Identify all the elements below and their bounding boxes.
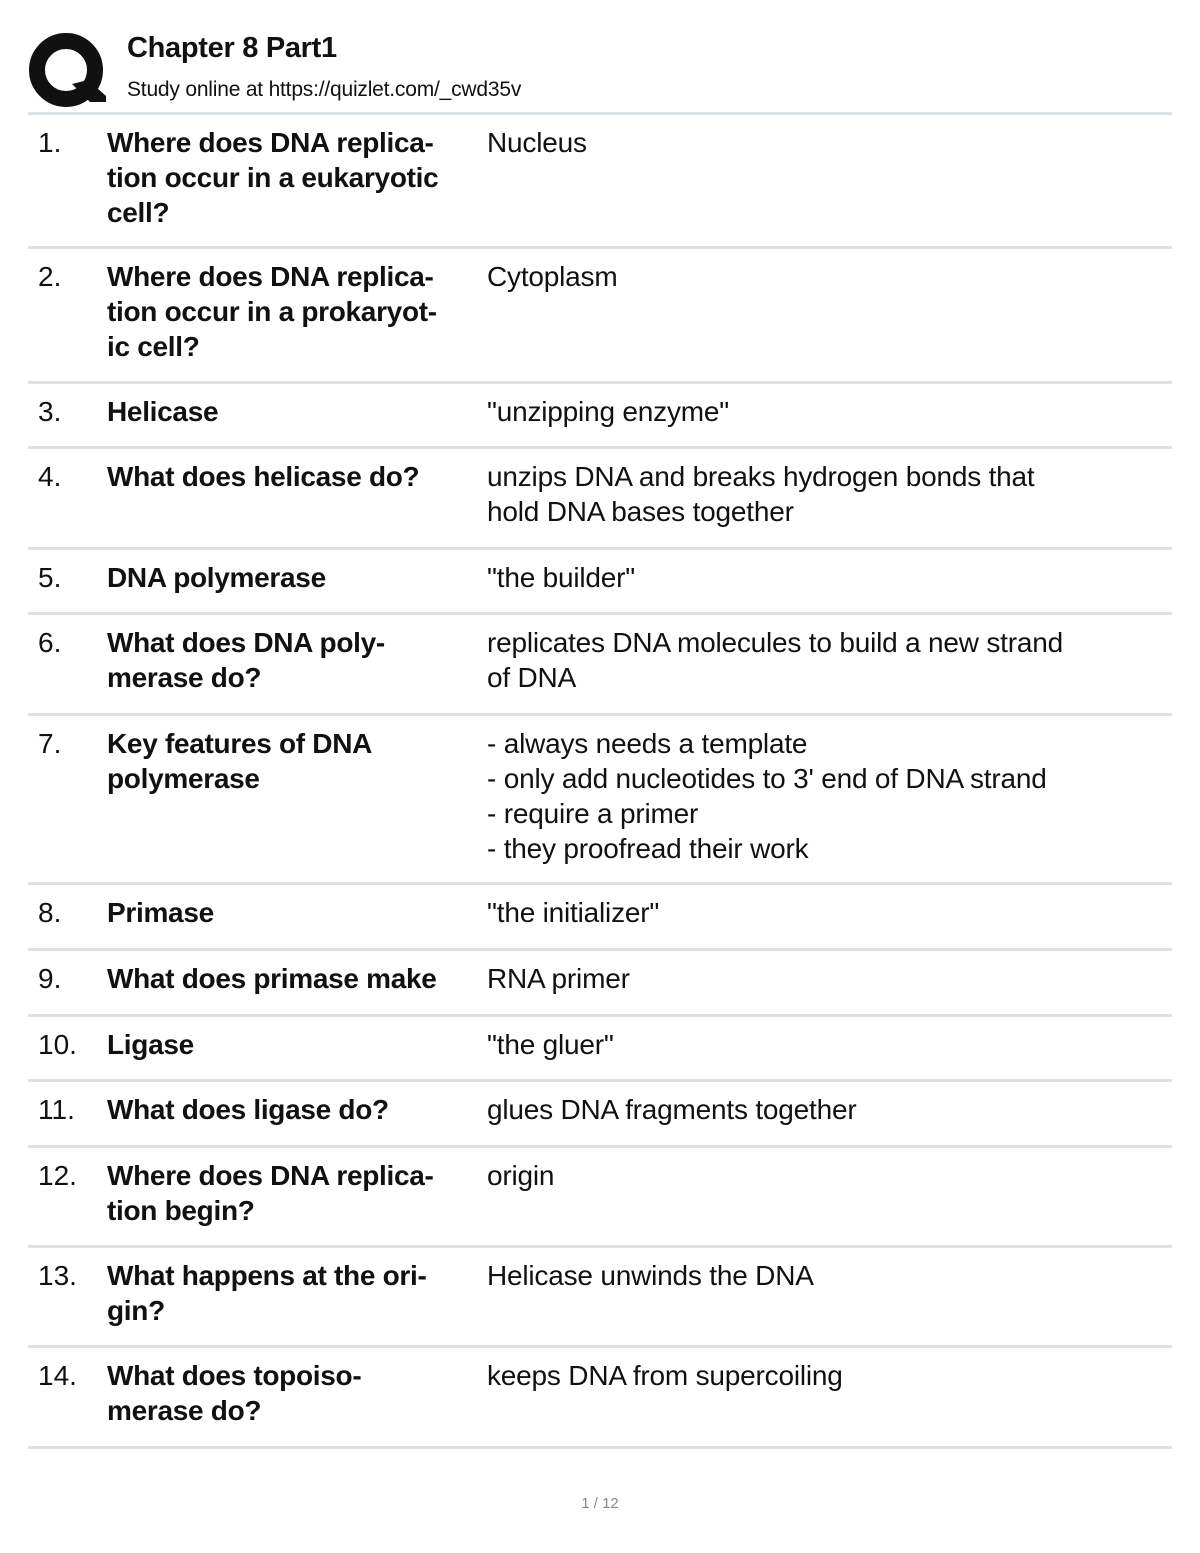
flashcard-row bbox=[28, 1082, 1172, 1148]
study-link[interactable]: Study online at https://quizlet.com/_cwd35v bbox=[127, 78, 522, 101]
definition-line: origin bbox=[487, 1160, 555, 1191]
term-line: tion occur in a eukaryotic bbox=[107, 162, 439, 193]
term-line: Ligase bbox=[107, 1029, 194, 1060]
card-definition bbox=[487, 726, 1177, 866]
card-number: 7. bbox=[38, 728, 62, 759]
term-line: merase do? bbox=[107, 662, 262, 693]
page-number: 1 / 12 bbox=[581, 1495, 619, 1512]
definition-line: hold DNA bases together bbox=[487, 496, 794, 527]
card-definition bbox=[487, 895, 1177, 930]
card-number: 3. bbox=[38, 396, 62, 427]
definition-line: glues DNA fragments together bbox=[487, 1094, 857, 1125]
flashcard-row bbox=[28, 1248, 1172, 1348]
term-line: ic cell? bbox=[107, 331, 200, 362]
card-definition bbox=[487, 1258, 1177, 1293]
card-number: 8. bbox=[38, 897, 62, 928]
card-number: 12. bbox=[38, 1160, 77, 1191]
card-term bbox=[107, 459, 487, 494]
term-line: Where does DNA replica- bbox=[107, 1160, 434, 1191]
term-line: tion begin? bbox=[107, 1195, 255, 1226]
flashcard-row bbox=[28, 115, 1172, 249]
card-definition bbox=[487, 1092, 1177, 1127]
definition-line: "unzipping enzyme" bbox=[487, 396, 729, 427]
card-term bbox=[107, 560, 487, 595]
card-definition bbox=[487, 1027, 1177, 1062]
card-term bbox=[107, 1158, 487, 1228]
card-term bbox=[107, 394, 487, 429]
term-line: Primase bbox=[107, 897, 214, 928]
card-number: 6. bbox=[38, 627, 62, 658]
definition-line: "the builder" bbox=[487, 562, 636, 593]
flashcard-row bbox=[28, 1148, 1172, 1248]
definition-line: Helicase unwinds the DNA bbox=[487, 1260, 814, 1291]
card-definition bbox=[487, 394, 1177, 429]
quizlet-q-logo-icon bbox=[28, 32, 108, 108]
definition-line: keeps DNA from supercoiling bbox=[487, 1360, 843, 1391]
term-line: merase do? bbox=[107, 1395, 262, 1426]
card-number: 11. bbox=[38, 1094, 75, 1125]
term-line: DNA polymerase bbox=[107, 562, 326, 593]
card-number: 9. bbox=[38, 963, 62, 994]
card-term bbox=[107, 1358, 487, 1428]
card-number: 10. bbox=[38, 1029, 77, 1060]
term-line: What does topoiso- bbox=[107, 1360, 362, 1391]
card-definition bbox=[487, 125, 1177, 160]
definition-line: - they proofread their work bbox=[487, 833, 809, 864]
term-line: What does DNA poly- bbox=[107, 627, 385, 658]
page-header bbox=[28, 28, 1172, 108]
flashcard-row bbox=[28, 951, 1172, 1017]
card-number: 5. bbox=[38, 562, 62, 593]
card-term bbox=[107, 1258, 487, 1328]
card-number: 13. bbox=[38, 1260, 77, 1291]
definition-line: Nucleus bbox=[487, 127, 587, 158]
flashcard-row bbox=[28, 1017, 1172, 1082]
card-definition bbox=[487, 961, 1177, 996]
card-term bbox=[107, 726, 487, 796]
card-term bbox=[107, 961, 487, 996]
term-line: Helicase bbox=[107, 396, 219, 427]
card-number: 4. bbox=[38, 461, 62, 492]
card-definition bbox=[487, 1158, 1177, 1193]
card-number: 1. bbox=[38, 127, 62, 158]
definition-line: - require a primer bbox=[487, 798, 699, 829]
card-definition bbox=[487, 1358, 1177, 1393]
flashcard-row bbox=[28, 550, 1172, 615]
definition-line: unzips DNA and breaks hydrogen bonds that bbox=[487, 461, 1035, 492]
term-line: What does helicase do? bbox=[107, 461, 420, 492]
flashcard-row bbox=[28, 449, 1172, 550]
definition-line: replicates DNA molecules to build a new strand bbox=[487, 627, 1063, 658]
term-line: Where does DNA replica- bbox=[107, 261, 434, 292]
flashcard-row bbox=[28, 615, 1172, 716]
term-line: polymerase bbox=[107, 763, 260, 794]
term-line: gin? bbox=[107, 1295, 165, 1326]
card-definition bbox=[487, 625, 1177, 695]
page-title: Chapter 8 Part1 bbox=[127, 32, 337, 64]
term-line: What does primase make bbox=[107, 963, 437, 994]
term-line: Where does DNA replica- bbox=[107, 127, 434, 158]
term-line: cell? bbox=[107, 197, 170, 228]
term-line: What happens at the ori- bbox=[107, 1260, 427, 1291]
card-definition bbox=[487, 259, 1177, 294]
card-term bbox=[107, 259, 487, 364]
definition-line: of DNA bbox=[487, 662, 577, 693]
definition-line: - always needs a template bbox=[487, 728, 808, 759]
definition-line: Cytoplasm bbox=[487, 261, 618, 292]
term-line: tion occur in a prokaryot- bbox=[107, 296, 437, 327]
card-definition bbox=[487, 560, 1177, 595]
flashcard-row bbox=[28, 384, 1172, 449]
definition-line: "the initializer" bbox=[487, 897, 660, 928]
flashcard-row bbox=[28, 716, 1172, 885]
card-term bbox=[107, 1092, 487, 1127]
definition-line: RNA primer bbox=[487, 963, 630, 994]
definition-line: - only add nucleotides to 3' end of DNA strand bbox=[487, 763, 1047, 794]
flashcard-row bbox=[28, 1348, 1172, 1449]
flashcard-list bbox=[28, 115, 1172, 1449]
term-line: Key features of DNA bbox=[107, 728, 373, 759]
term-line: What does ligase do? bbox=[107, 1094, 389, 1125]
flashcard-row bbox=[28, 885, 1172, 951]
definition-line: "the gluer" bbox=[487, 1029, 614, 1060]
card-term bbox=[107, 625, 487, 695]
card-term bbox=[107, 125, 487, 230]
card-term bbox=[107, 895, 487, 930]
card-number: 2. bbox=[38, 261, 62, 292]
card-term bbox=[107, 1027, 487, 1062]
card-number: 14. bbox=[38, 1360, 77, 1391]
flashcard-row bbox=[28, 249, 1172, 384]
card-definition bbox=[487, 459, 1177, 529]
